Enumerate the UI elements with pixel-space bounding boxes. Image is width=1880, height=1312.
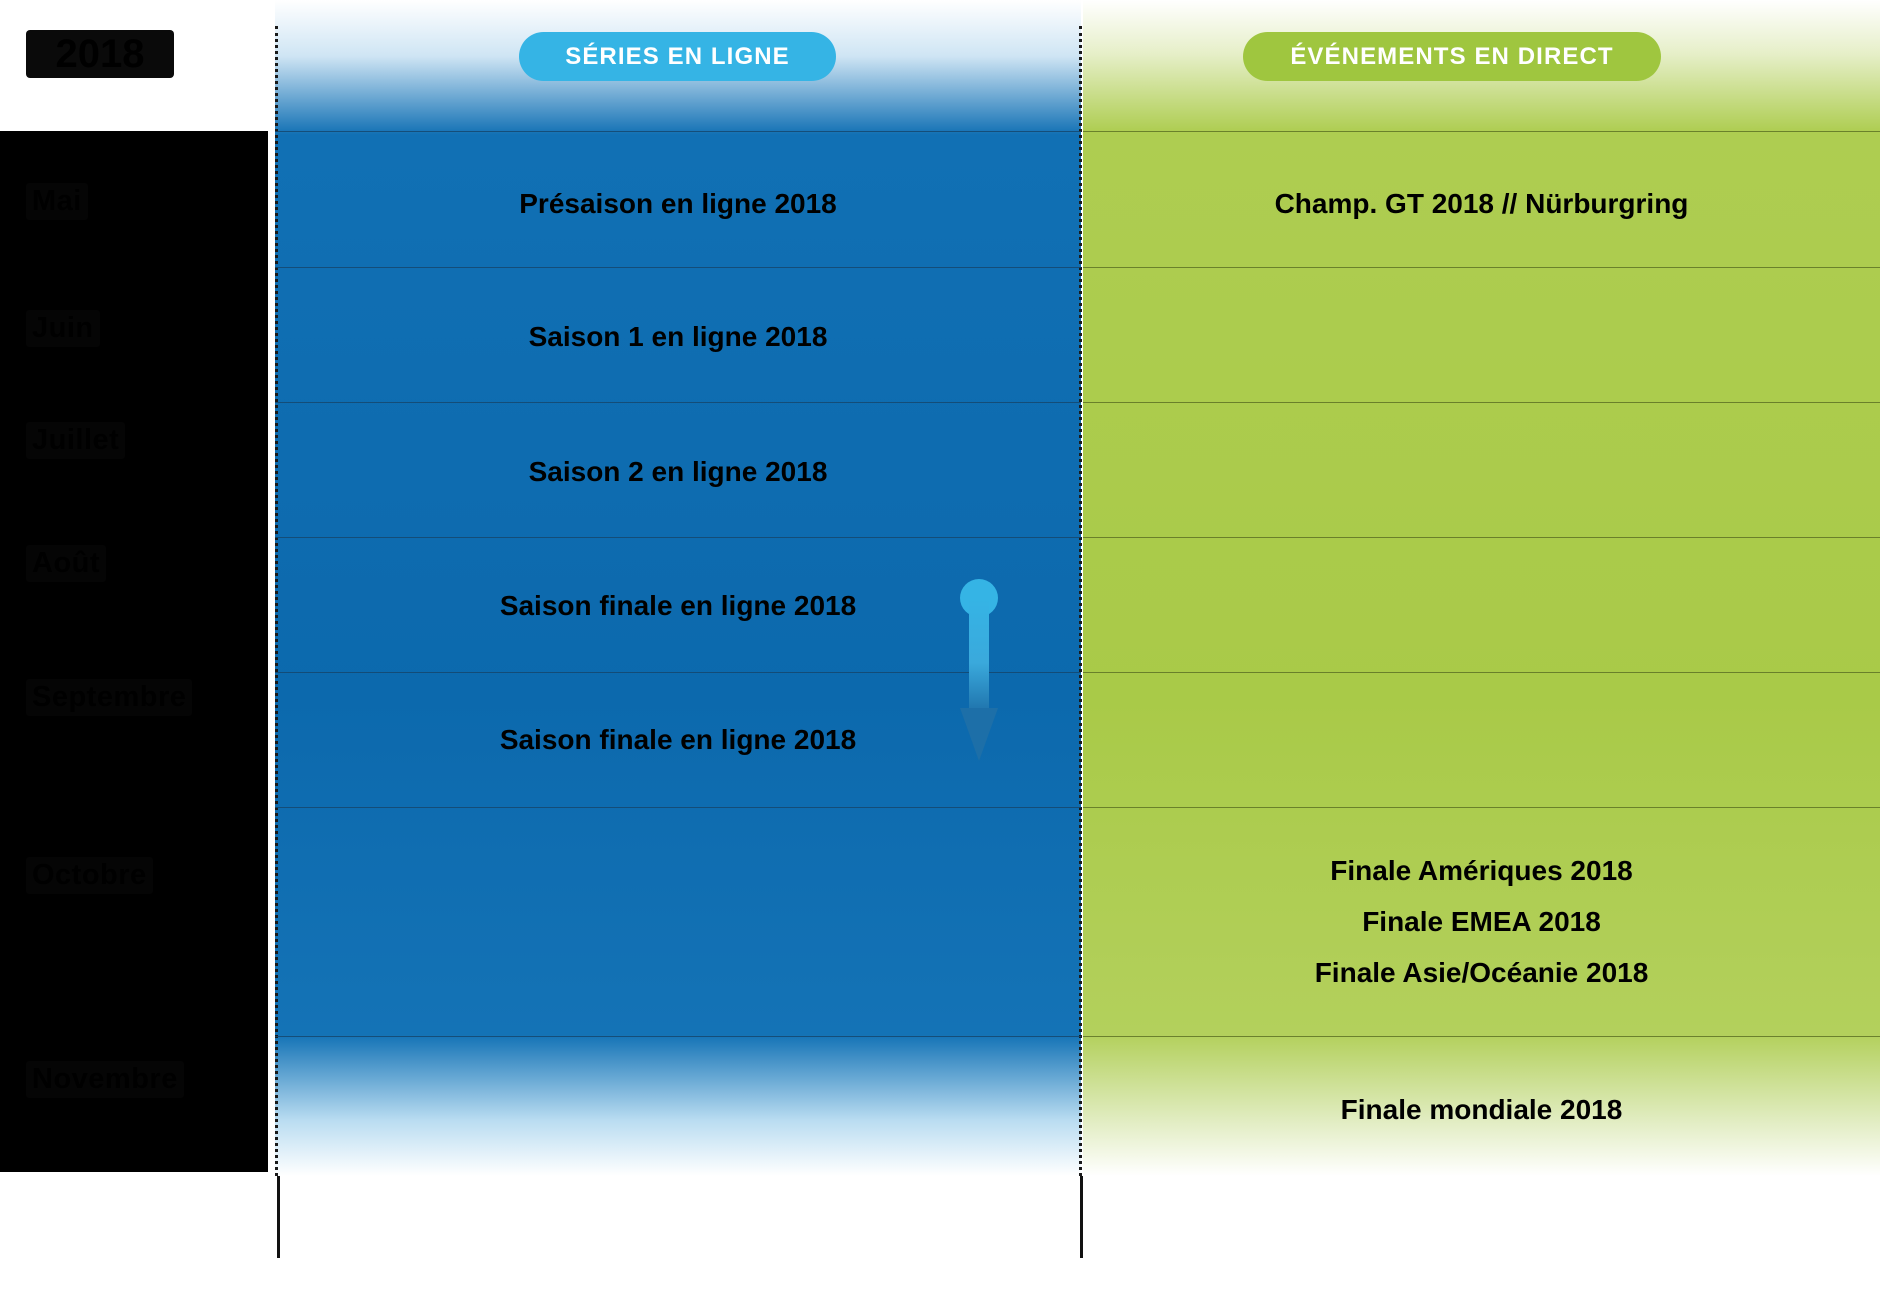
row-divider xyxy=(1083,267,1880,268)
live-entry-finale-emea: Finale EMEA 2018 xyxy=(1362,906,1601,937)
month-row-mai xyxy=(0,131,268,272)
month-row-aout xyxy=(0,496,268,630)
row-divider xyxy=(1083,131,1880,132)
row-divider xyxy=(1083,672,1880,673)
live-events-header-label: ÉVÉNEMENTS EN DIRECT xyxy=(1290,42,1614,70)
page-title-text: 2018 xyxy=(55,32,145,76)
row-divider xyxy=(1083,537,1880,538)
axis-tick-left xyxy=(277,1176,280,1258)
row-divider xyxy=(275,402,1081,403)
row-divider xyxy=(275,1036,1081,1037)
row-divider xyxy=(275,537,1081,538)
month-label: Août xyxy=(26,545,106,582)
live-entry-finale-mondiale: Finale mondiale 2018 xyxy=(1340,1094,1623,1125)
online-series-header-pill[interactable] xyxy=(519,32,836,81)
month-row-septembre xyxy=(0,630,268,764)
row-divider xyxy=(275,807,1081,808)
month-row-novembre xyxy=(0,987,268,1172)
row-divider xyxy=(1083,807,1880,808)
month-label: Juin xyxy=(26,310,100,347)
online-series-header-label: SÉRIES EN LIGNE xyxy=(565,42,790,70)
month-label: Mai xyxy=(26,183,88,220)
progression-arrow-icon xyxy=(959,578,999,763)
live-entry-finale-asie-oceanie: Finale Asie/Océanie 2018 xyxy=(1314,957,1649,988)
month-label: Septembre xyxy=(26,679,192,716)
row-divider xyxy=(1083,1036,1880,1037)
month-row-juin xyxy=(0,272,268,384)
online-entry-presaison: Présaison en ligne 2018 xyxy=(519,188,837,219)
live-entry-finale-ameriques: Finale Amériques 2018 xyxy=(1330,855,1633,886)
axis-tick-right xyxy=(1080,1176,1083,1258)
month-row-juillet xyxy=(0,384,268,496)
live-events-column-band xyxy=(1083,0,1880,1176)
row-divider xyxy=(1083,402,1880,403)
live-entry-champ-gt: Champ. GT 2018 // Nürburgring xyxy=(1274,188,1689,219)
online-entry-saison-1: Saison 1 en ligne 2018 xyxy=(528,321,828,352)
online-entry-saison-finale-1: Saison finale en ligne 2018 xyxy=(499,590,857,621)
row-divider xyxy=(275,131,1081,132)
month-row-octobre xyxy=(0,764,268,987)
month-label: Octobre xyxy=(26,857,153,894)
page-title xyxy=(26,30,174,78)
month-label: Novembre xyxy=(26,1061,184,1098)
live-events-header-pill[interactable] xyxy=(1243,32,1661,81)
online-entry-saison-2: Saison 2 en ligne 2018 xyxy=(528,456,828,487)
online-entry-saison-finale-2: Saison finale en ligne 2018 xyxy=(499,724,857,755)
month-label: Juillet xyxy=(26,422,125,459)
months-column xyxy=(0,131,268,1172)
row-divider xyxy=(275,267,1081,268)
